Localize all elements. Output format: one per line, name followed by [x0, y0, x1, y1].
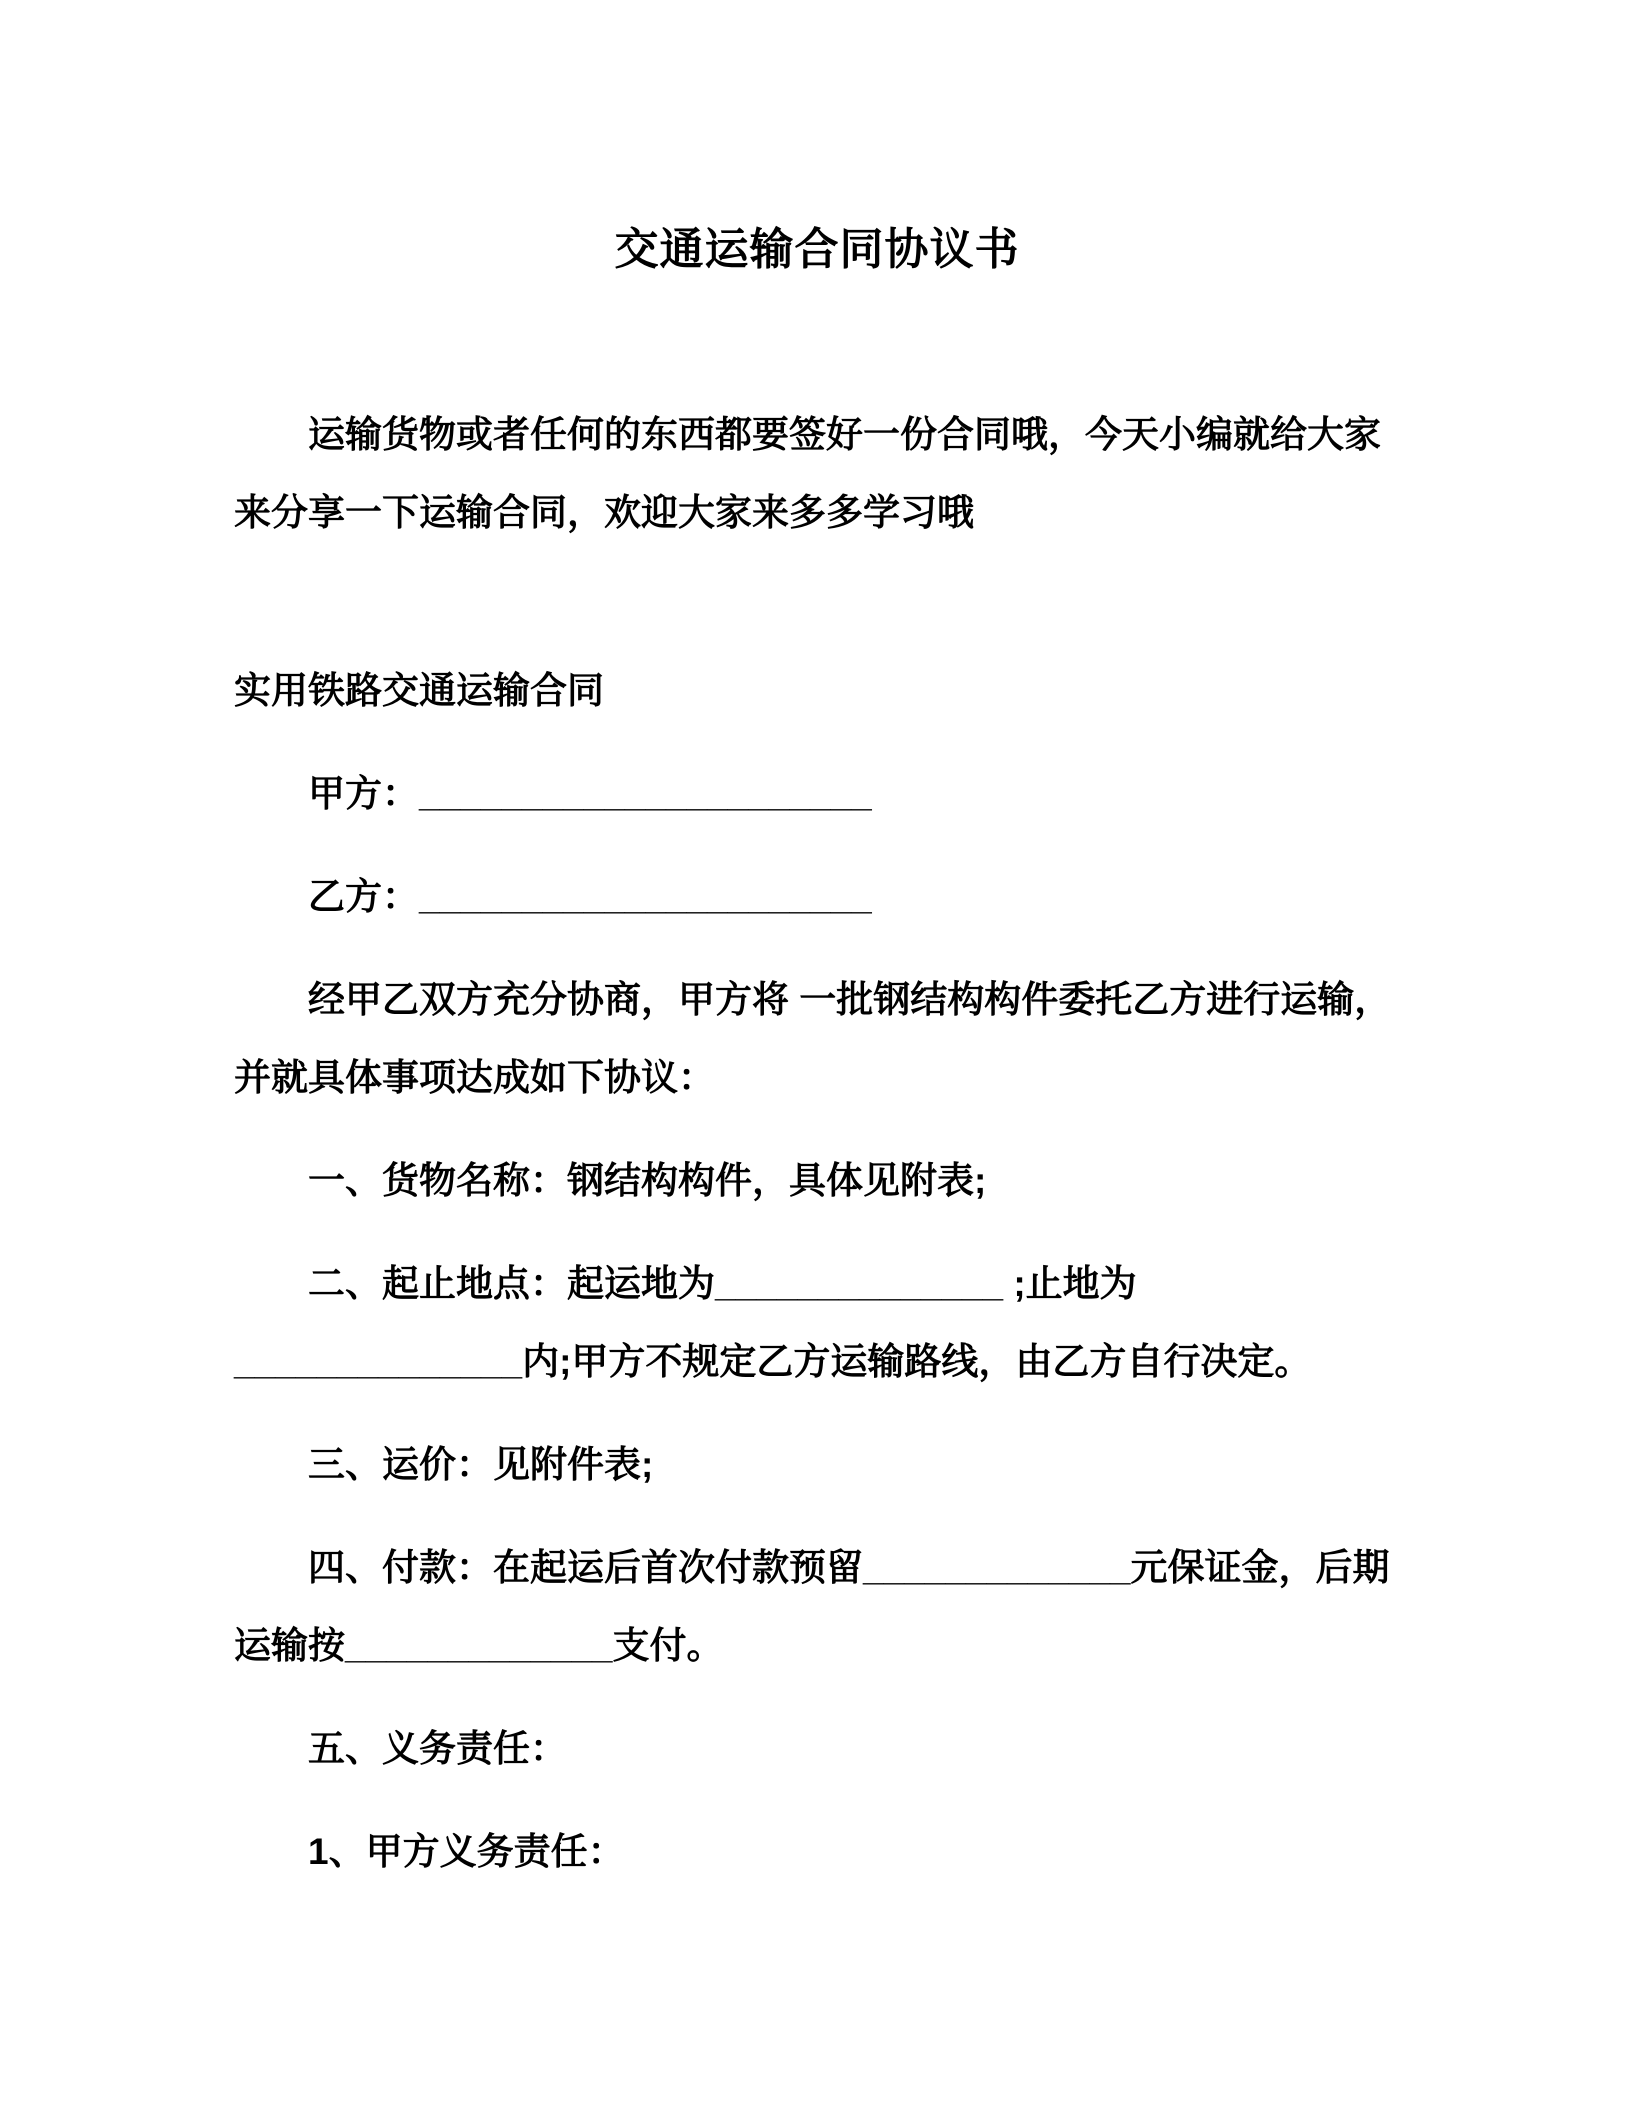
party-b-blank-line: 乙方：______________________: [308, 876, 872, 917]
paragraph-intro: 运输货物或者任何的东西都要签好一份合同哦，今天小编就给大家来分享一下运输合同，欢迎大家来多多学习哦: [234, 414, 1381, 533]
document-title: 交通运输合同协议书: [614, 225, 1020, 274]
document-content: [234, 0, 1400, 1916]
section-subtitle: 实用铁路交通运输合同: [234, 670, 604, 711]
clause-5-obligations: 五、义务责任：: [308, 1728, 567, 1769]
party-a-blank-line: 甲方：______________________: [308, 773, 872, 814]
clause-3-freight-price: 三、运价：见附件表;: [308, 1444, 654, 1485]
clause-2-route: 二、起止地点：起运地为______________ ;止地为______________内;甲方不规定乙方运输路线，由乙方自行决定。: [234, 1263, 1312, 1382]
item-1-party-a-obligations: 1、甲方义务责任：: [308, 1831, 625, 1872]
clause-4-payment: 四、付款：在起运后首次付款预留_____________元保证金，后期运输按_____________支付。: [234, 1547, 1390, 1666]
clause-1-goods-name: 一、货物名称：钢结构构件，具体见附表;: [308, 1160, 987, 1201]
paragraph-preamble: 经甲乙双方充分协商，甲方将 一批钢结构构件委托乙方进行运输，并就具体事项达成如下协议：: [234, 979, 1392, 1098]
